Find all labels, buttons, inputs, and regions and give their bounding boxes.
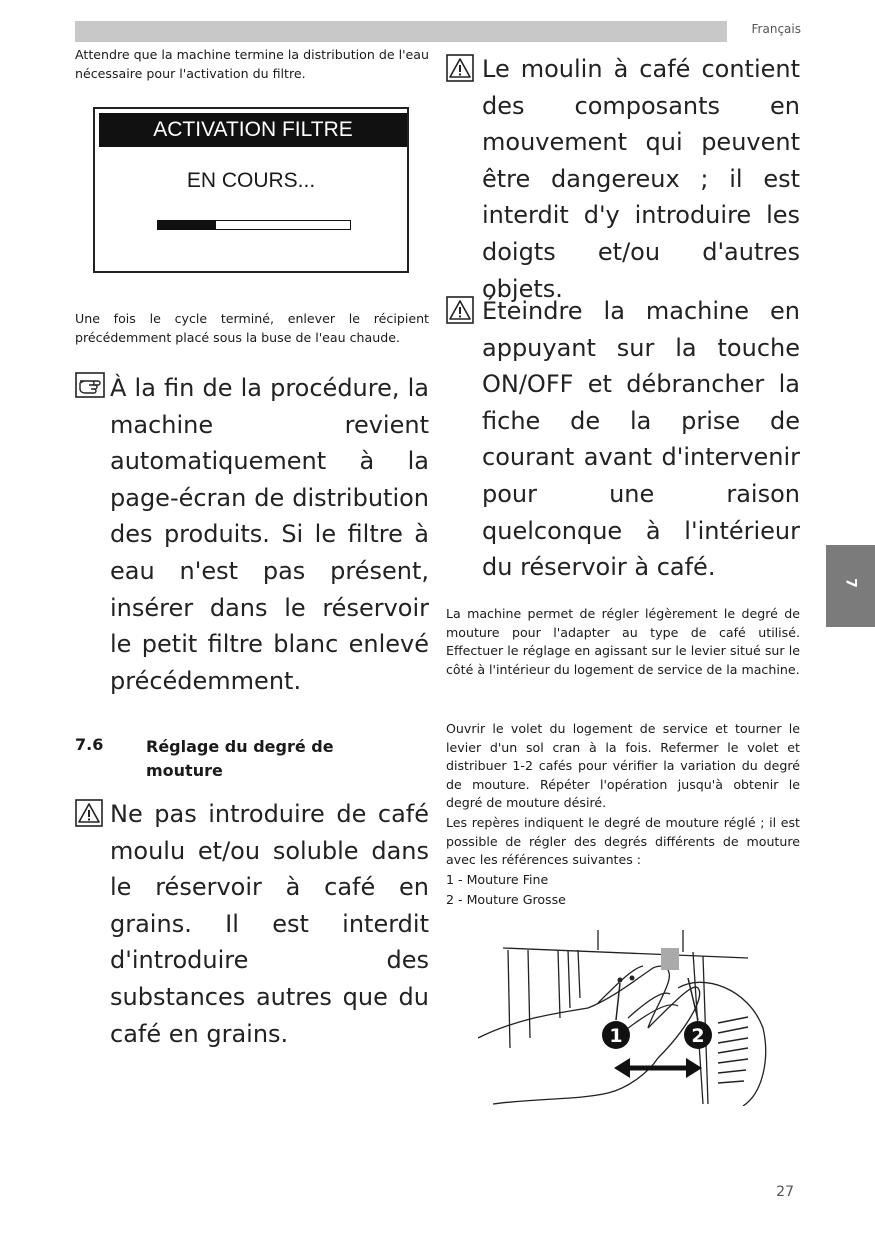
marker-2: 2 [691, 1025, 705, 1047]
warning-icon [446, 54, 474, 82]
adjust-paragraph: La machine permet de régler légèrement le degré de mouture pour l'adapter au type de café utilisé. Effectuer le réglage en agissant sur le levier situé sur le côté à l'intérieur du logement de service de la machine. [446, 606, 800, 677]
chapter-number: 7 [842, 578, 859, 588]
warning-icon [75, 799, 103, 827]
page-number: 27 [776, 1184, 794, 1200]
language-label: Français [751, 22, 801, 36]
after-cycle-paragraph: Une fois le cycle terminé, enlever le récipient précédemment placé sous la buse de l'eau chaude. [75, 311, 429, 345]
arrow-left-right-icon [614, 1058, 702, 1078]
section-number: 7.6 [75, 735, 104, 754]
procedure-paragraph: Ouvrir le volet du logement de service et tourner le levier d'un sol cran à la fois. Refermer le volet et distribuer 1-2 cafés pour vérifier la variation du degré de mouture. Répéter l'opération jusqu'à obtenir le degré de mouture désiré. [446, 721, 800, 811]
pointing-hand-icon [75, 372, 105, 398]
progress-bar-fill [158, 221, 216, 229]
grinder-lever-illustration [478, 928, 770, 1106]
grinder-warning: Le moulin à café contient des composants en mouvement qui peuvent être dangereux ; il est interdit d'y introduire les doigts et/ou d'autres objets. [482, 55, 800, 303]
procedure-note: À la fin de la procédure, la machine revient automatiquement à la page-écran de distribution des produits. Si le filtre à eau n'est pas présent, insérer dans le réservoir le petit filtre blanc enlevé précédemment. [110, 374, 429, 695]
progress-bar [157, 220, 351, 230]
display-title: ACTIVATION FILTRE [99, 113, 407, 147]
header-bar [75, 21, 727, 42]
display-status: EN COURS... [186, 169, 316, 192]
coffee-warning: Ne pas introduire de café moulu et/ou soluble dans le réservoir à café en grains. Il est interdit d'introduire des substances autres que du café en grains. [110, 800, 429, 1048]
markers-paragraph: Les repères indiquent le degré de mouture réglé ; il est possible de régler des degrés différents de mouture avec les références suivantes : [446, 815, 800, 868]
power-warning: Éteindre la machine en appuyant sur la touche ON/OFF et débrancher la fiche de la prise de courant avant d'intervenir pour une raison quelconque à l'intérieur du réservoir à café. [482, 297, 800, 582]
reference-coarse: 2 - Mouture Grosse [446, 892, 566, 907]
chapter-tab [826, 545, 875, 627]
marker-1: 1 [609, 1025, 623, 1047]
reference-fine: 1 - Mouture Fine [446, 872, 549, 887]
section-title: Réglage du degré de mouture [146, 737, 334, 780]
warning-icon [446, 296, 474, 324]
display-screen [93, 107, 409, 273]
intro-paragraph: Attendre que la machine termine la distribution de l'eau nécessaire pour l'activation du filtre. [75, 47, 430, 81]
